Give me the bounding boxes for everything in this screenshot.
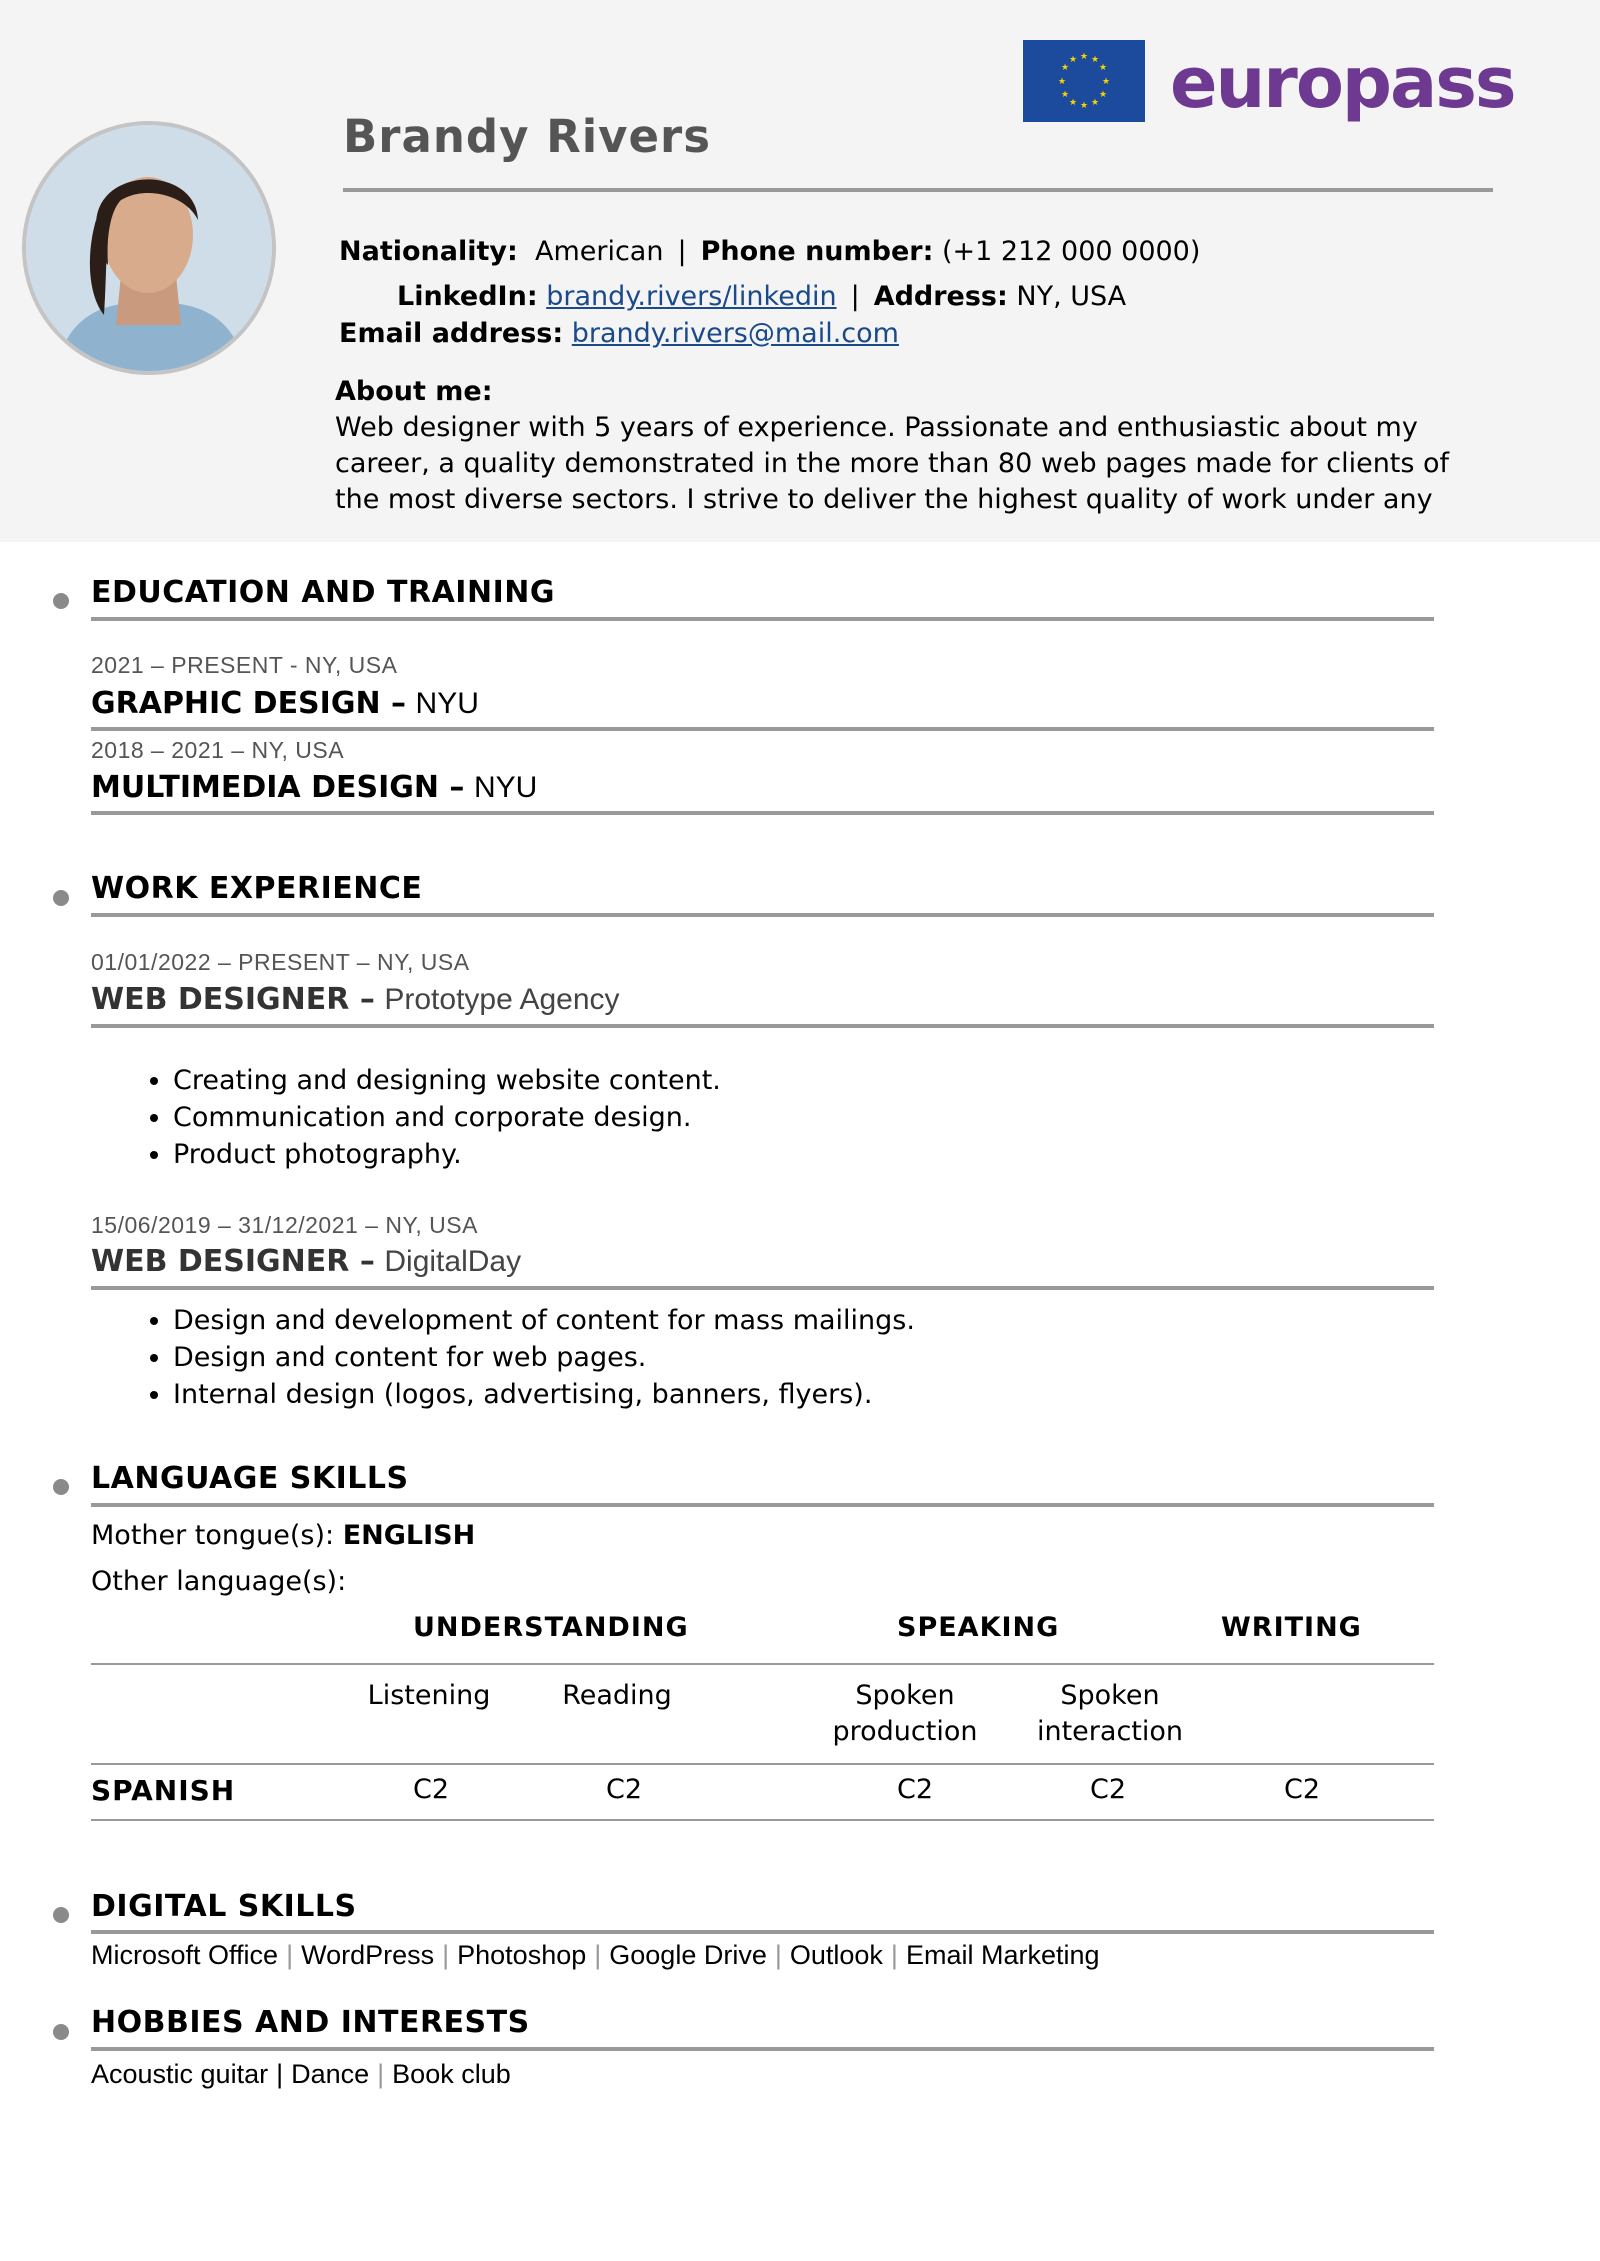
subheader-listening: Listening — [367, 1680, 491, 1711]
section-bullet — [53, 1479, 69, 1495]
degree: GRAPHIC DESIGN – — [91, 686, 406, 721]
contact-line-1: Nationality: American | Phone number: (+1 212 000 0000) — [339, 236, 1201, 267]
phone-value: (+1 212 000 0000) — [942, 236, 1201, 267]
mother-tongue-value: ENGLISH — [342, 1520, 476, 1551]
table-divider — [91, 1663, 1434, 1665]
nationality-value: American — [534, 236, 664, 267]
phone-label: Phone number: — [700, 236, 934, 267]
section-bullet — [53, 593, 69, 609]
divider — [91, 913, 1434, 917]
education-date: 2021 – PRESENT - NY, USA — [91, 652, 398, 678]
table-divider — [91, 1819, 1434, 1821]
work-entry — [91, 982, 620, 1017]
header-speaking: SPEAKING — [897, 1612, 1060, 1643]
mother-tongue-label: Mother tongue(s): — [91, 1520, 335, 1551]
skill-item: Google Drive — [609, 1940, 767, 1970]
work-date: 01/01/2022 – PRESENT – NY, USA — [91, 949, 470, 975]
about-label: About me: — [335, 376, 493, 407]
hobbies-title: HOBBIES AND INTERESTS — [91, 2005, 530, 2040]
level-listening: C2 — [412, 1774, 450, 1805]
linkedin-link[interactable]: brandy.rivers/linkedin — [546, 281, 837, 312]
digital-skills-list: Microsoft Office | WordPress | Photoshop | Google Drive | Outlook | Email Marketing — [91, 1940, 1100, 1970]
company: Prototype Agency — [384, 983, 620, 1016]
svg-text:★: ★ — [1079, 52, 1089, 62]
language-name: SPANISH — [91, 1774, 236, 1807]
skill-item: Microsoft Office — [91, 1940, 279, 1970]
education-title: EDUCATION AND TRAINING — [91, 575, 555, 610]
hobby-item: Dance — [291, 2059, 370, 2089]
list-item: • Product photography. — [173, 1136, 721, 1173]
svg-text:★: ★ — [1057, 77, 1067, 87]
education-date: 2018 – 2021 – NY, USA — [91, 737, 345, 763]
other-languages-label: Other language(s): — [91, 1566, 347, 1597]
divider — [91, 1503, 1434, 1507]
school: NYU — [473, 771, 538, 804]
nationality-label: Nationality: — [339, 236, 518, 267]
email-link[interactable]: brandy.rivers@mail.com — [571, 318, 899, 349]
divider — [91, 617, 1434, 621]
svg-text:★: ★ — [1068, 98, 1078, 108]
svg-text:★: ★ — [1090, 55, 1100, 65]
subheader-reading: Reading — [562, 1680, 672, 1711]
education-entry — [91, 770, 537, 805]
mother-tongue — [91, 1520, 475, 1551]
job-role: WEB DESIGNER – — [91, 982, 375, 1017]
work-bullets — [130, 1302, 915, 1413]
list-item: • Design and content for web pages. — [173, 1339, 915, 1376]
linkedin-label: LinkedIn: — [397, 281, 538, 312]
divider — [91, 2047, 1434, 2051]
svg-text:★: ★ — [1060, 63, 1070, 73]
email-label: Email address: — [339, 318, 564, 349]
section-bullet — [53, 1907, 69, 1923]
svg-text:★: ★ — [1101, 77, 1111, 87]
languages-title: LANGUAGE SKILLS — [91, 1461, 409, 1496]
svg-text:★: ★ — [1098, 63, 1108, 73]
hobby-item: Acoustic guitar — [91, 2059, 269, 2089]
level-writing: C2 — [1283, 1774, 1321, 1805]
subheader-spoken-interaction: Spoken interaction — [1036, 1680, 1184, 1747]
about-text: Web designer with 5 years of experience. Passionate and enthusiastic about my career, a quality demonstrated in the more than 80 web pages made for clients of the most diverse sectors. I strive to deliver the highest quality of work under any — [335, 412, 1450, 515]
candidate-name: Brandy Rivers — [343, 110, 712, 163]
hobbies-list: Acoustic guitar | Dance | Book club — [91, 2059, 511, 2089]
work-entry — [91, 1244, 521, 1279]
list-item: • Communication and corporate design. — [173, 1099, 721, 1136]
company: DigitalDay — [384, 1245, 522, 1278]
education-entry — [91, 686, 479, 721]
hobby-item: Book club — [392, 2059, 511, 2089]
divider — [91, 1024, 1434, 1028]
divider — [91, 727, 1434, 731]
skill-item: Photoshop — [457, 1940, 587, 1970]
level-spoken-production: C2 — [896, 1774, 934, 1805]
subheader-spoken-production: Spoken production — [832, 1680, 978, 1747]
divider — [91, 1286, 1434, 1290]
divider — [91, 1930, 1434, 1934]
header-writing: WRITING — [1221, 1612, 1362, 1643]
school: NYU — [415, 687, 479, 720]
profile-photo — [22, 121, 276, 375]
divider — [343, 188, 1493, 192]
europass-logo: europass — [1170, 42, 1515, 124]
contact-line-2: LinkedIn: brandy.rivers/linkedin | Address: NY, USA — [397, 281, 1127, 312]
address-label: Address: — [873, 281, 1008, 312]
work-date: 15/06/2019 – 31/12/2021 – NY, USA — [91, 1212, 478, 1238]
level-spoken-interaction: C2 — [1089, 1774, 1127, 1805]
skill-item: Outlook — [789, 1940, 883, 1970]
svg-text:★: ★ — [1090, 98, 1100, 108]
section-bullet — [53, 890, 69, 906]
svg-text:★: ★ — [1060, 90, 1070, 100]
svg-text:★: ★ — [1068, 55, 1078, 65]
skill-item: Email Marketing — [905, 1940, 1100, 1970]
list-item: • Creating and designing website content. — [173, 1062, 721, 1099]
digital-title: DIGITAL SKILLS — [91, 1889, 357, 1924]
table-divider — [91, 1763, 1434, 1765]
svg-text:★: ★ — [1079, 101, 1089, 111]
contact-line-3 — [339, 318, 899, 349]
job-role: WEB DESIGNER – — [91, 1244, 375, 1279]
work-title: WORK EXPERIENCE — [91, 871, 423, 906]
header-understanding: UNDERSTANDING — [413, 1612, 689, 1643]
level-reading: C2 — [605, 1774, 643, 1805]
address-value: NY, USA — [1016, 281, 1127, 312]
skill-item: WordPress — [301, 1940, 435, 1970]
divider — [91, 811, 1434, 815]
list-item: • Design and development of content for mass mailings. — [173, 1302, 915, 1339]
section-bullet — [53, 2024, 69, 2040]
degree: MULTIMEDIA DESIGN – — [91, 770, 465, 805]
svg-text:★: ★ — [1098, 90, 1108, 100]
eu-flag-icon — [1023, 40, 1145, 122]
list-item: • Internal design (logos, advertising, banners, flyers). — [173, 1376, 915, 1413]
work-bullets — [130, 1062, 721, 1173]
